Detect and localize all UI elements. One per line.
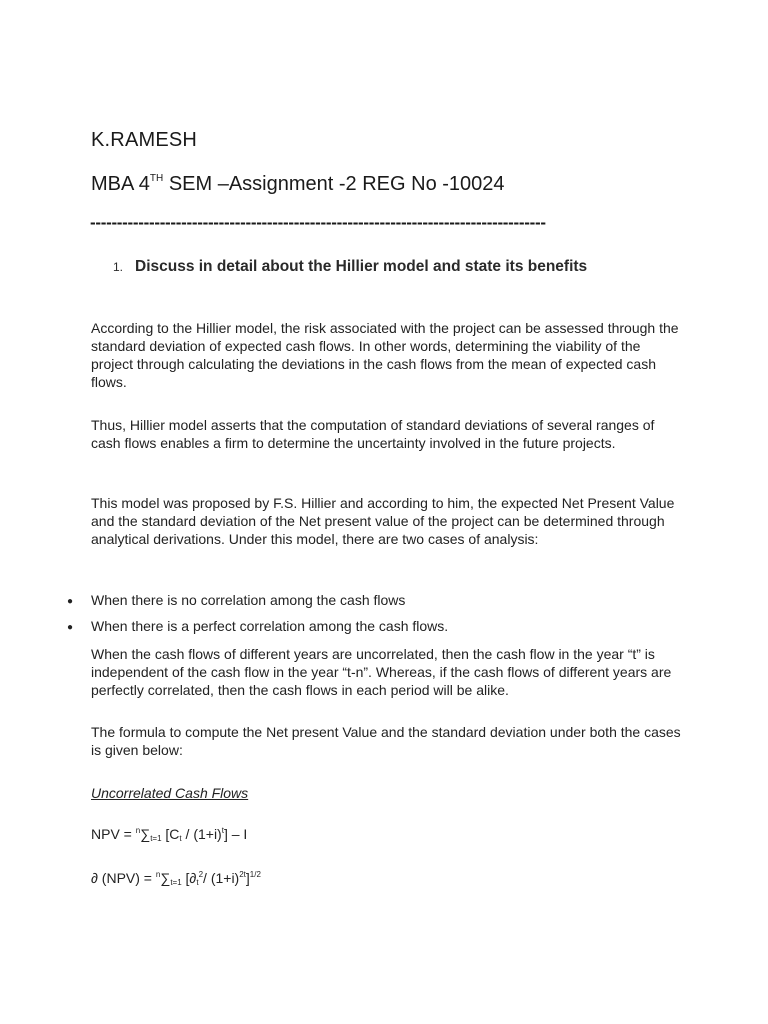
formula-n: n: [155, 870, 161, 879]
list-item: [67, 617, 448, 637]
sum-symbol: ∑: [160, 870, 171, 886]
npv-formula: [91, 826, 247, 843]
formula-exponent: 2t: [239, 870, 246, 879]
subtitle-post: SEM –Assignment -2 REG No -10024: [163, 173, 505, 195]
subtitle-sup: TH: [149, 173, 164, 184]
formula-part: ] – I: [223, 826, 248, 842]
formula-part: ]: [245, 870, 250, 886]
formula-exponent: t: [221, 826, 224, 835]
paragraph-2: Thus, Hillier model asserts that the computation of standard deviations of several ranges of cash flows enables a firm to determine the uncertainty involved in the future projects.: [91, 417, 655, 451]
formula-exponent: 2: [198, 870, 204, 879]
formula-exponent: 1/2: [249, 870, 261, 879]
sum-symbol: ∑: [140, 826, 151, 842]
formula-part: [∂: [181, 870, 197, 886]
list-item: [67, 591, 405, 611]
formula-index: t=1: [170, 878, 182, 887]
paragraph-5: The formula to compute the Net present Value and the standard deviation under both the cases is given below:: [91, 724, 681, 758]
dashed-divider: -------------------------------------------------------------------------------------: [90, 213, 546, 232]
author-name: K.RAMESH: [91, 129, 198, 151]
formula-lhs: ∂ (NPV) =: [91, 870, 156, 886]
paragraph-4: When the cash flows of different years are uncorrelated, then the cash flow in the year “t” is independent of the cash flow in the year “t-n”. Whereas, if the cash flows of different years are perfectly correlated, then the cash flows in each period will be alike.: [91, 646, 672, 698]
formula-n: n: [135, 826, 141, 835]
formula-part: [C: [161, 826, 180, 842]
formula-part: / (1+i): [181, 826, 222, 842]
list-item-text: When there is no correlation among the cash flows: [91, 592, 406, 608]
bullet-icon: ●: [67, 622, 74, 633]
question-heading: [113, 258, 587, 276]
assignment-title: [91, 173, 505, 196]
sd-formula: [91, 870, 261, 887]
list-item-text: When there is a perfect correlation among the cash flows.: [91, 618, 449, 634]
formula-lhs: NPV =: [91, 826, 136, 842]
formula-index: t=1: [150, 834, 162, 843]
bullet-icon: ●: [67, 596, 74, 607]
formula-sub: t: [179, 834, 182, 843]
formula-sub: t: [196, 878, 199, 887]
section-heading: Uncorrelated Cash Flows: [91, 785, 249, 801]
paragraph-1: According to the Hillier model, the risk associated with the project can be assessed through the standard deviation of expected cash flows. In other words, determining the viability of the project through calculating the deviations in the cash flows from the mean of expected cash flows.: [91, 320, 679, 390]
subtitle-pre: MBA 4: [91, 173, 150, 195]
formula-part: / (1+i): [203, 870, 240, 886]
question-text: Discuss in detail about the Hillier model and state its benefits: [135, 258, 588, 275]
question-number: 1.: [113, 260, 124, 274]
paragraph-3: This model was proposed by F.S. Hillier and according to him, the expected Net Present Value and the standard deviation of the Net present value of the project can be determined through analytical derivations. Under this model, there are two cases of analysis:: [91, 495, 675, 547]
